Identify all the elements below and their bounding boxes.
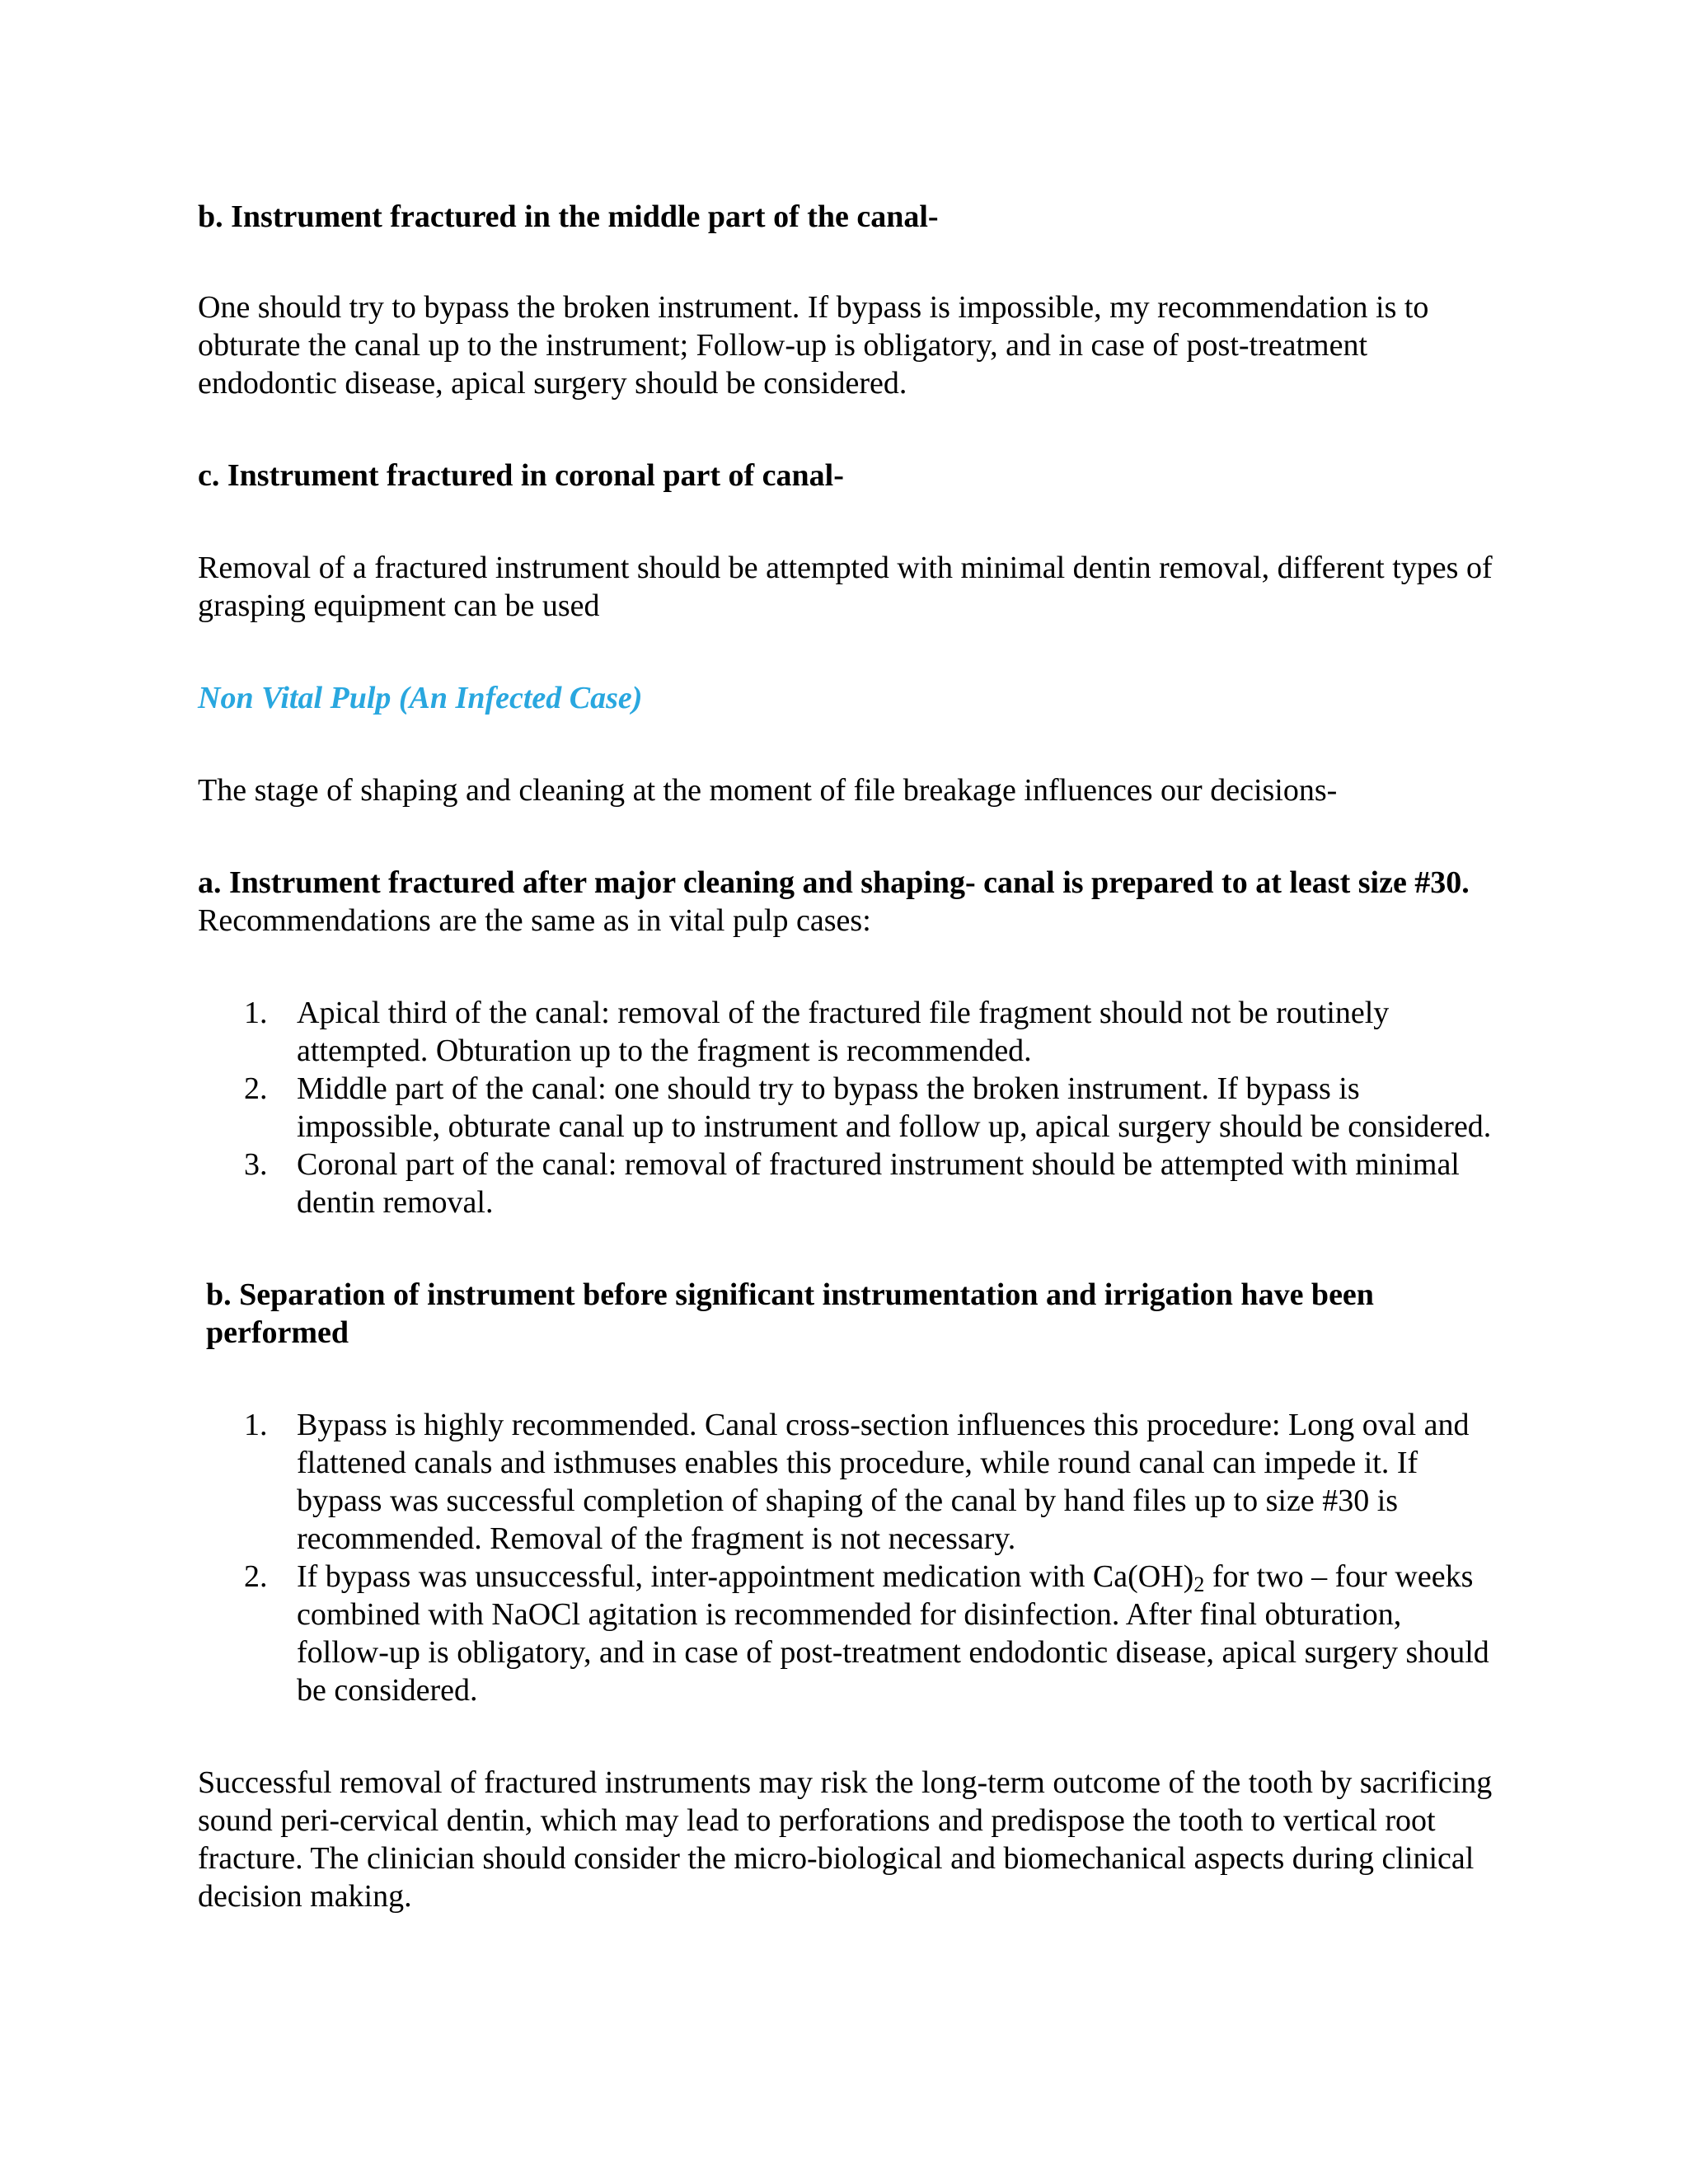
middle-part-heading: b. Instrument fractured in the middle part of the canal- bbox=[198, 199, 939, 234]
list-item bbox=[198, 994, 1500, 1070]
list-item-number: 2. bbox=[244, 1071, 268, 1106]
list-item bbox=[198, 1146, 1500, 1221]
list-item-text: Middle part of the canal: one should try to bypass the broken instrument. If bypass is impossible, obturate canal up to instrument and follow up, apical surgery should be considered. bbox=[297, 1071, 1492, 1144]
coronal-part-paragraph: Removal of a fractured instrument should be attempted with minimal dentin removal, different types of grasping equipment can be used bbox=[198, 551, 1493, 623]
after-major-cleaning-tail: Recommendations are the same as in vital pulp cases: bbox=[198, 903, 871, 938]
list-item-number: 3. bbox=[244, 1147, 268, 1182]
list-item-number: 2. bbox=[244, 1559, 268, 1594]
vital-recommendations-list bbox=[198, 994, 1500, 1221]
list-item-number: 1. bbox=[244, 1408, 268, 1442]
after-major-cleaning-paragraph bbox=[198, 864, 1500, 940]
non-vital-pulp-title: Non Vital Pulp (An Infected Case) bbox=[198, 681, 643, 715]
list-item-text: Bypass is highly recommended. Canal cross-section influences this procedure: Long oval and flattened canals and isthmuses enables this procedure, while round canal can impede it. If bypass was successful completion of shaping of the canal by hand files up to size #30 is recommended. Removal of the fragment is not necessary. bbox=[297, 1408, 1470, 1556]
non-vital-intro-paragraph: The stage of shaping and cleaning at the moment of file breakage influences our decisions- bbox=[198, 773, 1338, 808]
list-item-text: Apical third of the canal: removal of the fractured file fragment should not be routinely attempted. Obturation up to the fragment is recommended. bbox=[297, 996, 1390, 1068]
list-item-text bbox=[297, 1559, 1489, 1708]
list-item bbox=[198, 1406, 1500, 1558]
after-major-cleaning-heading: a. Instrument fractured after major cleaning and shaping- canal is prepared to at least size #30. bbox=[198, 865, 1470, 900]
list-item-number: 1. bbox=[244, 996, 268, 1030]
list-item bbox=[198, 1558, 1500, 1709]
separation-heading: b. Separation of instrument before significant instrumentation and irrigation have been performed bbox=[206, 1277, 1374, 1350]
list-item bbox=[198, 1070, 1500, 1146]
document-page bbox=[198, 198, 1500, 1915]
list-item-text: Coronal part of the canal: removal of fractured instrument should be attempted with minimal dentin removal. bbox=[297, 1147, 1460, 1220]
separation-recommendations-list bbox=[198, 1406, 1500, 1709]
middle-part-paragraph: One should try to bypass the broken instrument. If bypass is impossible, my recommendation is to obturate the canal up to the instrument; Follow-up is obligatory, and in case of post-treatment endodontic disease, apical surgery should be considered. bbox=[198, 290, 1429, 401]
list-item-text-before: If bypass was unsuccessful, inter-appointment medication with Ca(OH) bbox=[297, 1559, 1194, 1594]
list-item-text-after: for two – four weeks combined with NaOCl agitation is recommended for disinfection. After final obturation, follow-up is obligatory, and in case of post-treatment endodontic disease, apical surgery should be considered. bbox=[297, 1559, 1489, 1708]
coronal-part-heading: c. Instrument fractured in coronal part of canal- bbox=[198, 458, 844, 493]
subscript-two: 2 bbox=[1193, 1572, 1205, 1596]
conclusion-paragraph: Successful removal of fractured instruments may risk the long-term outcome of the tooth by sacrificing sound peri-cervical dentin, which may lead to perforations and predispose the tooth to vertical root fracture. The clinician should consider the micro-biological and biomechanical aspects during clinical decision making. bbox=[198, 1765, 1493, 1914]
